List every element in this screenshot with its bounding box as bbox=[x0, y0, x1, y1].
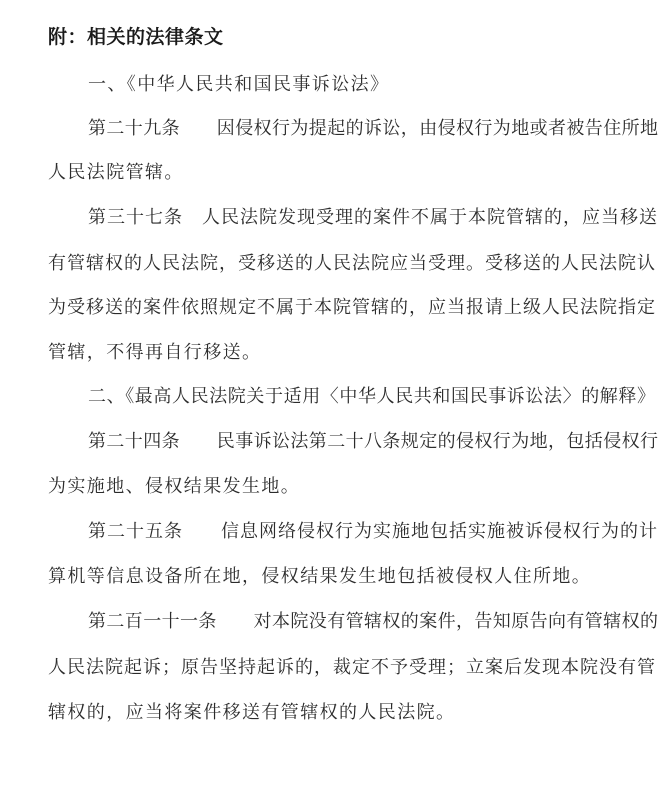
article-211-line-2: 人民法院起诉；原告坚持起诉的，裁定不予受理；立案后发现本院没有管 bbox=[48, 657, 656, 678]
article-24-line-1: 第二十四条 民事诉讼法第二十八条规定的侵权行为地，包括侵权行 bbox=[88, 431, 659, 452]
article-211-line-3: 辖权的，应当将案件移送有管辖权的人民法院。 bbox=[48, 702, 456, 723]
article-37-line-4: 管辖，不得再自行移送。 bbox=[48, 342, 262, 363]
article-24-line-2: 为实施地、侵权结果发生地。 bbox=[48, 476, 301, 497]
article-211-line-1: 第二百一十一条 对本院没有管辖权的案件，告知原告向有管辖权的 bbox=[88, 611, 659, 632]
article-29-line-2: 人民法院管辖。 bbox=[48, 162, 184, 183]
law-title-interpretation: 二、《最高人民法院关于适用〈中华人民共和国民事诉讼法〉的解释》 bbox=[88, 386, 656, 407]
document-heading: 附：相关的法律条文 bbox=[48, 26, 224, 48]
article-37-line-2: 有管辖权的人民法院，受移送的人民法院应当受理。受移送的人民法院认 bbox=[48, 253, 656, 274]
article-25-line-2: 算机等信息设备所在地，侵权结果发生地包括被侵权人住所地。 bbox=[48, 566, 592, 587]
article-29-line-1: 第二十九条 因侵权行为提起的诉讼，由侵权行为地或者被告住所地 bbox=[88, 118, 659, 139]
article-25-line-1: 第二十五条 信息网络侵权行为实施地包括实施被诉侵权行为的计 bbox=[88, 521, 658, 542]
article-37-line-1: 第三十七条 人民法院发现受理的案件不属于本院管辖的，应当移送 bbox=[88, 207, 658, 228]
law-title-civil-procedure: 一、《中华人民共和国民事诉讼法》 bbox=[88, 74, 390, 95]
article-37-line-3: 为受移送的案件依照规定不属于本院管辖的，应当报请上级人民法院指定 bbox=[48, 297, 656, 318]
